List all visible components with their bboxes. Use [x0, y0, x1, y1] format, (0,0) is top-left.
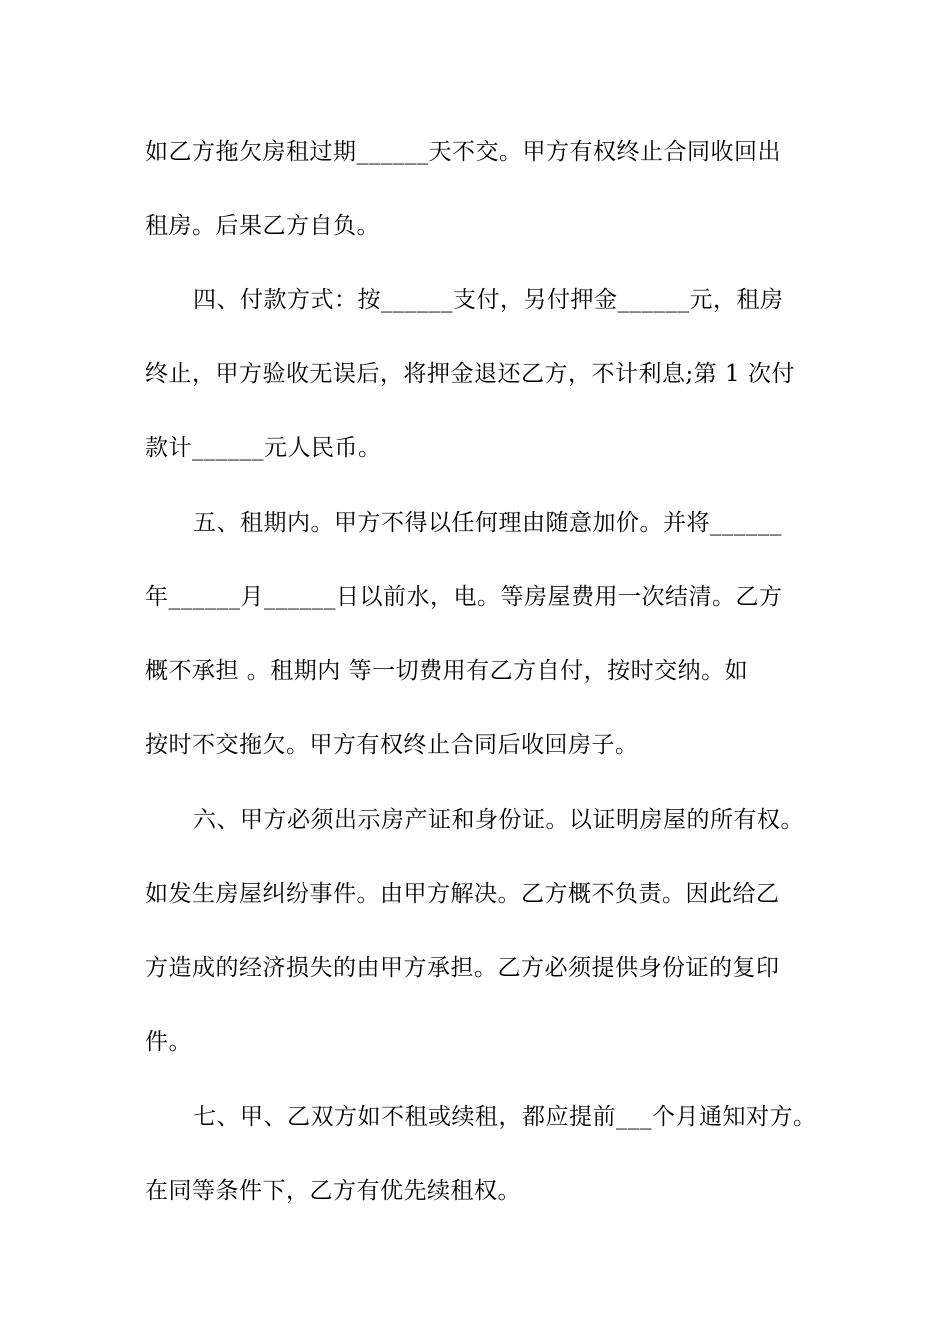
section-5-line-4: 按时不交拖欠。甲方有权终止合同后收回房子。	[145, 732, 639, 758]
paragraph-line-1: 如乙方拖欠房租过期______天不交。甲方有权终止合同收回出	[145, 139, 781, 165]
section-6-line-3: 方造成的经济损失的由甲方承担。乙方必须提供身份证的复印	[145, 955, 780, 981]
section-5-line-3: 概不承担 。租期内 等一切费用有乙方自付，按时交纳。如	[145, 658, 749, 684]
section-7-line-1: 七、甲、乙双方如不租或续租，都应提前___个月通知对方。	[193, 1104, 817, 1130]
section-5-line-1: 五、租期内。甲方不得以任何理由随意加价。并将______	[193, 510, 782, 536]
paragraph-line-2: 租房。后果乙方自负。	[145, 213, 380, 239]
section-4-line-3: 款计______元人民币。	[145, 435, 382, 461]
section-7-line-2: 在同等条件下，乙方有优先续租权。	[145, 1178, 521, 1204]
section-6-line-1: 六、甲方必须出示房产证和身份证。以证明房屋的所有权。	[193, 807, 804, 833]
section-6-line-2: 如发生房屋纠纷事件。由甲方解决。乙方概不负责。因此给乙	[145, 881, 780, 907]
section-5-line-2: 年______月______日以前水，电。等房屋费用一次结清。乙方	[145, 584, 783, 610]
section-6-line-4: 件。	[145, 1029, 192, 1055]
section-4-line-2: 终止，甲方验收无误后，将押金退还乙方，不计利息;第 1 次付	[145, 361, 796, 387]
section-4-line-1: 四、付款方式：按______支付，另付押金______元，租房	[193, 287, 784, 313]
